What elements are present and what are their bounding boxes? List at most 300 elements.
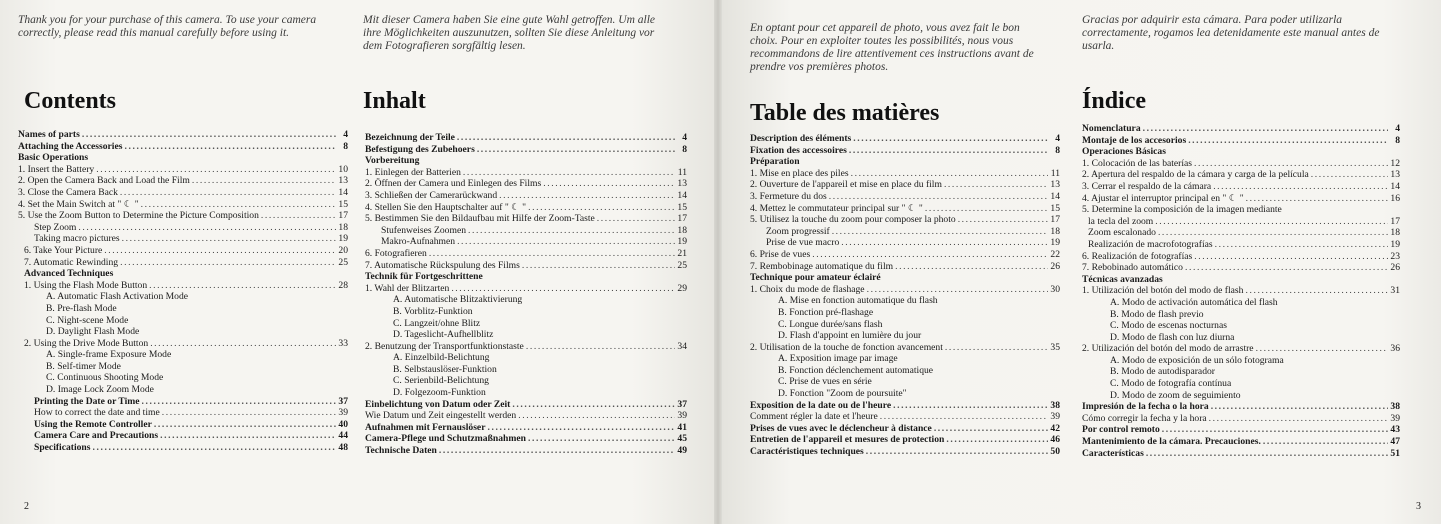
dot-leader: [104, 245, 336, 257]
toc-entry-page: 31: [1390, 285, 1400, 297]
toc-entry: [365, 132, 687, 144]
toc-entry: [1082, 135, 1400, 147]
toc-entry: [365, 433, 687, 445]
book-gutter: [714, 0, 722, 524]
toc-entry-page: 26: [1050, 260, 1060, 272]
toc-entry: [1082, 285, 1400, 297]
toc-entry-title: Bezeichnung der Teile: [365, 132, 455, 143]
toc-entry-title: 1. Mise en place des piles: [750, 167, 849, 179]
toc-entry: [750, 261, 1060, 273]
toc-entry-title: Wie Datum und Zeit eingestellt werden: [365, 410, 517, 422]
toc-entry: [750, 191, 1060, 203]
toc-heading: Contents: [24, 88, 117, 114]
toc-entry-page: 35: [1050, 341, 1060, 353]
toc-entry: [750, 249, 1060, 261]
toc-entry: [365, 341, 687, 353]
toc-entry-title: B. Fonction déclenchement automatique: [778, 364, 934, 376]
toc-entry-title: D. Image Lock Zoom Mode: [46, 384, 154, 396]
toc-entry: [18, 349, 348, 361]
toc-entry: [1082, 297, 1400, 309]
toc-entry-title: 5. Determine la composición de la imagen mediante: [1082, 204, 1282, 216]
toc-entry-title: la tecla del zoom: [1088, 215, 1154, 227]
dot-leader: [154, 419, 336, 431]
toc-entry: [18, 338, 348, 350]
toc-entry: [1082, 436, 1400, 448]
dot-leader: [122, 233, 336, 245]
toc-entry: [18, 152, 348, 164]
dot-leader: [477, 144, 675, 156]
toc-entry-title: 2. Using the Drive Mode Button: [24, 337, 149, 349]
dot-leader: [1155, 216, 1388, 228]
toc-entry-page: 46: [1050, 434, 1060, 446]
toc-list: [1082, 123, 1400, 459]
toc-entry-page: 39: [1050, 411, 1060, 423]
dot-leader: [528, 202, 675, 214]
dot-leader: [162, 407, 336, 419]
dot-leader: [1188, 135, 1388, 147]
toc-entry-title: Basic Operations: [18, 152, 89, 164]
toc-entry-title: Specifications: [34, 442, 91, 454]
intro-text: Thank you for your purchase of this camera. To use your camera correctly, please read this manual carefully before using it.: [18, 14, 317, 39]
toc-entry-title: B. Vorblitz-Funktion: [393, 305, 473, 317]
dot-leader: [841, 237, 1048, 249]
toc-entry-title: Stufenweises Zoomen: [381, 224, 466, 236]
toc-entry-title: Names of parts: [18, 129, 80, 140]
toc-entry: [750, 133, 1060, 145]
dot-leader: [851, 168, 1048, 180]
toc-list: [18, 129, 348, 454]
toc-entry-title: Advanced Techniques: [24, 268, 114, 280]
toc-entry: [18, 210, 348, 222]
toc-entry: [1082, 262, 1400, 274]
toc-entry-title: 1. Wahl der Blitzarten: [365, 282, 450, 294]
toc-entry: [365, 294, 687, 306]
toc-entry: [750, 365, 1060, 377]
toc-entry: [18, 187, 348, 199]
dot-leader: [944, 179, 1048, 191]
toc-entry: [750, 272, 1060, 284]
toc-entry-page: 14: [1390, 180, 1400, 192]
toc-entry-title: Aufnahmen mit Fernauslöser: [365, 421, 486, 433]
dot-leader: [1185, 262, 1388, 274]
toc-entry-title: C. Modo de fotografía contínua: [1110, 378, 1232, 390]
toc-entry: [18, 407, 348, 419]
intro-text: Gracias por adquirir esta cámara. Para poder utilizarla correctamente, rogamos lea detenidamente este manual antes de usarla.: [1082, 14, 1380, 52]
toc-entry: [750, 307, 1060, 319]
toc-entry: [18, 361, 348, 373]
dot-leader: [457, 132, 675, 144]
toc-entry: [1082, 413, 1400, 425]
toc-entry-page: 49: [677, 445, 687, 457]
toc-entry-page: 12: [1390, 157, 1400, 169]
toc-entry-title: D. Folgezoom-Funktion: [393, 387, 486, 399]
toc-entry-page: 41: [677, 421, 687, 433]
toc-entry: [1082, 355, 1400, 367]
toc-entry: [1082, 448, 1400, 460]
toc-entry-page: 4: [682, 132, 687, 143]
toc-entry-page: 16: [1390, 192, 1400, 204]
toc-entry-page: 22: [1050, 248, 1060, 260]
toc-entry-title: A. Einzelbild-Belichtung: [393, 352, 490, 364]
toc-entry-title: 4. Stellen Sie den Hauptschalter auf " ☾ ": [365, 201, 527, 213]
dot-leader: [925, 203, 1048, 215]
toc-entry: [1082, 378, 1400, 390]
toc-entry-title: B. Fonction pré-flashage: [778, 306, 874, 318]
toc-entry-page: 15: [677, 201, 687, 213]
toc-entry: [18, 384, 348, 396]
toc-entry-title: C. Langzeit/ohne Blitz: [393, 317, 481, 329]
dot-leader: [499, 190, 675, 202]
toc-entry-title: Einbelichtung von Datum oder Zeit: [365, 398, 511, 410]
dot-leader: [867, 284, 1048, 296]
toc-entry-page: 4: [1055, 133, 1060, 144]
toc-entry: [365, 190, 687, 202]
toc-entry-title: 2. Apertura del respaldo de la cámara y carga de la película: [1082, 169, 1309, 181]
toc-entry: [1082, 181, 1400, 193]
toc-entry-page: 17: [677, 213, 687, 225]
toc-entry-title: Cómo corregir la fecha y la hora: [1082, 412, 1207, 424]
toc-entry: [1082, 158, 1400, 170]
toc-entry: [365, 283, 687, 295]
toc-entry-title: A. Modo de exposición de un sólo fotograma: [1110, 354, 1284, 366]
toc-entry-page: 19: [1390, 238, 1400, 250]
toc-entry: [1082, 227, 1400, 239]
toc-entry: [1082, 332, 1400, 344]
toc-entry: [750, 237, 1060, 249]
toc-entry-title: D. Daylight Flash Mode: [46, 326, 140, 338]
toc-entry: [750, 342, 1060, 354]
toc-entry-title: D. Flash d'appoint en lumière du jour: [778, 330, 922, 342]
toc-entry-page: 10: [338, 163, 348, 175]
toc-entry-title: 3. Cerrar el respaldo de la cámara: [1082, 180, 1212, 192]
toc-entry-title: Taking macro pictures: [34, 233, 120, 245]
toc-entry-title: C. Night-scene Mode: [46, 314, 129, 326]
dot-leader: [1194, 158, 1388, 170]
toc-entry: [750, 330, 1060, 342]
toc-entry-page: 8: [343, 140, 348, 152]
toc-entry: [750, 376, 1060, 388]
toc-heading: Índice: [1082, 88, 1147, 114]
toc-entry: [750, 145, 1060, 157]
toc-entry-title: B. Pre-flash Mode: [46, 302, 117, 314]
dot-leader: [945, 342, 1048, 354]
toc-entry: [18, 233, 348, 245]
toc-entry-title: 1. Insert the Battery: [18, 163, 95, 175]
toc-entry: [750, 226, 1060, 238]
toc-entry: [750, 319, 1060, 331]
toc-entry-title: B. Modo de autodisparador: [1110, 366, 1215, 378]
toc-entry: [1082, 274, 1400, 286]
toc-entry: [1082, 169, 1400, 181]
toc-entry-title: Entretien de l'appareil et mesures de protection: [750, 434, 945, 446]
toc-entry-title: 6. Take Your Picture: [24, 244, 103, 256]
dot-leader: [895, 261, 1048, 273]
toc-entry: [365, 202, 687, 214]
toc-entry: [1082, 123, 1400, 135]
dot-leader: [597, 213, 675, 225]
toc-entry-title: Technische Daten: [365, 445, 437, 457]
toc-entry-title: C. Longue durée/sans flash: [778, 318, 883, 330]
toc-entry-title: Realización de macrofotografías: [1088, 238, 1213, 250]
dot-leader: [1311, 169, 1388, 181]
toc-entry: [365, 225, 687, 237]
toc-entry-title: 1. Utilización del botón del modo de flash: [1082, 285, 1244, 297]
toc-entry: [18, 315, 348, 327]
dot-leader: [829, 191, 1048, 203]
toc-entry-page: 30: [1050, 283, 1060, 295]
toc-entry-title: Step Zoom: [34, 221, 77, 233]
dot-leader: [124, 141, 336, 153]
toc-entry-page: 45: [677, 433, 687, 445]
toc-entry-title: 3. Schließen der Camerarückwand: [365, 189, 498, 201]
toc-entry: [1082, 401, 1400, 413]
toc-entry: [365, 329, 687, 341]
toc-entry-title: 5. Utilisez la touche du zoom pour composer la photo: [750, 214, 956, 226]
toc-entry: [365, 306, 687, 318]
toc-entry: [18, 396, 348, 408]
toc-entry-title: A. Automatische Blitzaktivierung: [393, 294, 523, 306]
toc-entry-page: 17: [338, 210, 348, 222]
dot-leader: [82, 129, 336, 141]
toc-entry-title: 1. Colocación de las baterías: [1082, 157, 1193, 169]
toc-entry-title: Vorbereitung: [365, 155, 420, 167]
toc-entry-page: 17: [1050, 214, 1060, 226]
toc-entry-page: 25: [338, 256, 348, 268]
toc-entry-page: 43: [1390, 424, 1400, 436]
toc-entry-page: 50: [1050, 446, 1060, 458]
toc-entry-page: 39: [338, 407, 348, 419]
toc-entry-title: Por control remoto: [1082, 424, 1160, 436]
toc-entry-title: 2. Utilización del botón del modo de arrastre: [1082, 343, 1254, 355]
toc-entry: [750, 388, 1060, 400]
toc-entry-page: 28: [338, 279, 348, 291]
toc-entry-page: 17: [1390, 215, 1400, 227]
toc-entry-page: 19: [1050, 237, 1060, 249]
toc-entry-page: 26: [1390, 262, 1400, 274]
toc-entry-title: Prise de vue macro: [766, 237, 840, 249]
toc-entry-page: 25: [677, 259, 687, 271]
toc-entry: [18, 419, 348, 431]
toc-entry-page: 39: [1390, 412, 1400, 424]
toc-entry-page: 21: [677, 247, 687, 259]
dot-leader: [451, 283, 675, 295]
toc-entry-page: 47: [1390, 436, 1400, 448]
dot-leader: [192, 175, 336, 187]
dot-leader: [78, 222, 336, 234]
toc-entry: [1082, 204, 1400, 216]
toc-entry: [365, 178, 687, 190]
toc-entry: [365, 445, 687, 457]
toc-entry: [18, 222, 348, 234]
toc-entry-title: A. Modo de activación automática del flash: [1110, 296, 1278, 308]
toc-entry-page: 18: [338, 221, 348, 233]
toc-entry-page: 14: [677, 189, 687, 201]
toc-entry: [18, 245, 348, 257]
toc-entry: [1082, 309, 1400, 321]
dot-leader: [457, 236, 675, 248]
dot-leader: [1211, 401, 1388, 413]
toc-entry-page: 51: [1390, 447, 1400, 459]
toc-entry-title: Zoom progressif: [766, 225, 830, 237]
toc-entry-title: Technik für Fortgeschrittene: [365, 271, 483, 283]
intro-text: Mit dieser Camera haben Sie eine gute Wahl getroffen. Um alle ihre Möglichkeiten auszunutzen, sollten Sie diese Anleitung vor dem Fotografieren sorgfältig lesen.: [363, 14, 656, 52]
toc-entry-title: 4. Mettez le commutateur principal sur " ☾ ": [750, 202, 923, 214]
toc-entry: [750, 295, 1060, 307]
dot-leader: [958, 214, 1048, 226]
toc-entry: [750, 423, 1060, 435]
toc-entry: [750, 168, 1060, 180]
toc-entry-title: Prises de vues avec le déclencheur à distance: [750, 422, 932, 434]
toc-entry: [1082, 320, 1400, 332]
toc-entry-title: 6. Realización de fotografías: [1082, 250, 1193, 262]
toc-entry-page: 36: [1390, 343, 1400, 355]
toc-entry-title: D. Fonction "Zoom de poursuite": [778, 388, 907, 400]
toc-entry-title: A. Automatic Flash Activation Mode: [46, 291, 189, 303]
toc-entry-title: Comment régler la date et l'heure: [750, 411, 878, 423]
toc-entry: [18, 430, 348, 442]
toc-entry-page: 20: [338, 244, 348, 256]
toc-entry-page: 13: [338, 175, 348, 187]
toc-entry-title: Préparation: [750, 156, 800, 168]
dot-leader: [142, 396, 336, 408]
toc-entry: [750, 214, 1060, 226]
toc-entry: [750, 179, 1060, 191]
toc-entry-title: Mantenimiento de la cámara. Precauciones.: [1082, 436, 1261, 448]
toc-entry-title: 7. Automatische Rückspulung des Films: [365, 259, 520, 271]
dot-leader: [1256, 343, 1388, 355]
toc-entry-title: 2. Utilisation de la touche de fonction avancement: [750, 341, 943, 353]
dot-leader: [512, 399, 675, 411]
toc-entry-page: 18: [677, 224, 687, 236]
dot-leader: [160, 430, 336, 442]
toc-entry-page: 13: [677, 178, 687, 190]
toc-entry-page: 33: [338, 337, 348, 349]
toc-entry-title: A. Mise en fonction automatique du flash: [778, 295, 938, 307]
toc-entry-title: Makro-Aufnahmen: [381, 236, 456, 248]
dot-leader: [1209, 413, 1388, 425]
toc-entry: [1082, 424, 1400, 436]
toc-entry-title: Caractéristiques techniques: [750, 446, 864, 458]
toc-entry: [1082, 390, 1400, 402]
toc-entry-title: B. Modo de flash previo: [1110, 308, 1204, 320]
toc-entry-title: Using the Remote Controller: [34, 418, 152, 430]
toc-entry-page: 44: [338, 430, 348, 442]
toc-entry-page: 39: [677, 410, 687, 422]
toc-entry-page: 40: [338, 418, 348, 430]
dot-leader: [1143, 123, 1388, 135]
dot-leader: [1215, 239, 1388, 251]
toc-entry-title: A. Exposition image par image: [778, 353, 898, 365]
toc-entry-title: Montaje de los accesorios: [1082, 134, 1187, 146]
dot-leader: [893, 400, 1048, 412]
toc-entry: [18, 268, 348, 280]
toc-entry: [18, 372, 348, 384]
toc-entry-page: 34: [677, 340, 687, 352]
toc-entry-title: A. Single-frame Exposure Mode: [46, 349, 172, 361]
toc-entry-title: Zoom escalonado: [1088, 227, 1156, 239]
dot-leader: [946, 434, 1048, 446]
dot-leader: [141, 199, 336, 211]
toc-entry-page: 38: [1390, 401, 1400, 413]
toc-entry: [365, 352, 687, 364]
toc-entry-page: 11: [677, 166, 687, 178]
dot-leader: [1158, 227, 1388, 239]
toc-entry: [750, 434, 1060, 446]
toc-entry-page: 4: [1395, 123, 1400, 134]
toc-entry-title: 4. Ajustar el interruptor principal en " ☾ ": [1082, 192, 1244, 204]
dot-leader: [880, 411, 1048, 423]
toc-entry-title: 1. Choix du mode de flashage: [750, 283, 865, 295]
toc-entry: [365, 144, 687, 156]
toc-entry-title: Exposition de la date ou de l'heure: [750, 399, 892, 411]
toc-entry-title: 2. Ouverture de l'appareil et mise en place du film: [750, 179, 942, 191]
toc-entry: [365, 387, 687, 399]
toc-entry-page: 11: [1050, 167, 1060, 179]
dot-leader: [1146, 448, 1388, 460]
toc-entry-title: Operaciones Básicas: [1082, 146, 1166, 158]
dot-leader: [120, 257, 336, 269]
toc-entry-title: 7. Rembobinage automatique du film: [750, 260, 894, 272]
dot-leader: [1162, 424, 1388, 436]
toc-entry: [365, 271, 687, 283]
toc-entry: [365, 248, 687, 260]
toc-entry-page: 13: [1050, 179, 1060, 191]
toc-entry-title: 7. Rebobinado automático: [1082, 262, 1183, 274]
toc-entry-title: Nomenclatura: [1082, 123, 1141, 134]
toc-entry: [18, 280, 348, 292]
toc-entry: [1082, 216, 1400, 228]
toc-entry-title: Impresión de la fecha o la hora: [1082, 401, 1209, 413]
dot-leader: [1246, 193, 1388, 205]
toc-entry-page: 15: [338, 198, 348, 210]
toc-entry-page: 29: [677, 282, 687, 294]
toc-entry-title: How to correct the date and time: [34, 407, 160, 419]
dot-leader: [120, 187, 336, 199]
toc-entry-title: C. Prise de vues en série: [778, 376, 872, 388]
toc-heading: Table des matières: [750, 100, 940, 126]
toc-entry-page: 18: [1050, 225, 1060, 237]
toc-entry-page: 18: [1390, 227, 1400, 239]
toc-entry-title: C. Continuous Shooting Mode: [46, 372, 164, 384]
toc-entry-title: Características: [1082, 447, 1144, 459]
toc-entry-title: 3. Fermeture du dos: [750, 190, 827, 202]
dot-leader: [866, 446, 1048, 458]
dot-leader: [463, 167, 675, 179]
dot-leader: [149, 280, 336, 292]
toc-entry: [365, 260, 687, 272]
dot-leader: [518, 410, 675, 422]
toc-entry-title: B. Selbstauslöser-Funktion: [393, 363, 497, 375]
dot-leader: [849, 145, 1048, 157]
dot-leader: [487, 422, 675, 434]
toc-entry-title: D. Tageslicht-Aufhellblitz: [393, 329, 494, 341]
toc-entry: [18, 303, 348, 315]
dot-leader: [1213, 181, 1388, 193]
toc-entry: [365, 410, 687, 422]
dot-leader: [526, 341, 675, 353]
toc-entry: [18, 129, 348, 141]
toc-entry-title: Technique pour amateur éclairé: [750, 272, 881, 284]
toc-entry-page: 8: [1055, 144, 1060, 156]
dot-leader: [543, 178, 675, 190]
toc-entry: [18, 164, 348, 176]
toc-entry: [18, 175, 348, 187]
toc-entry: [18, 141, 348, 153]
toc-entry-page: 37: [677, 398, 687, 410]
dot-leader: [934, 423, 1048, 435]
toc-entry: [750, 203, 1060, 215]
dot-leader: [1194, 251, 1388, 263]
